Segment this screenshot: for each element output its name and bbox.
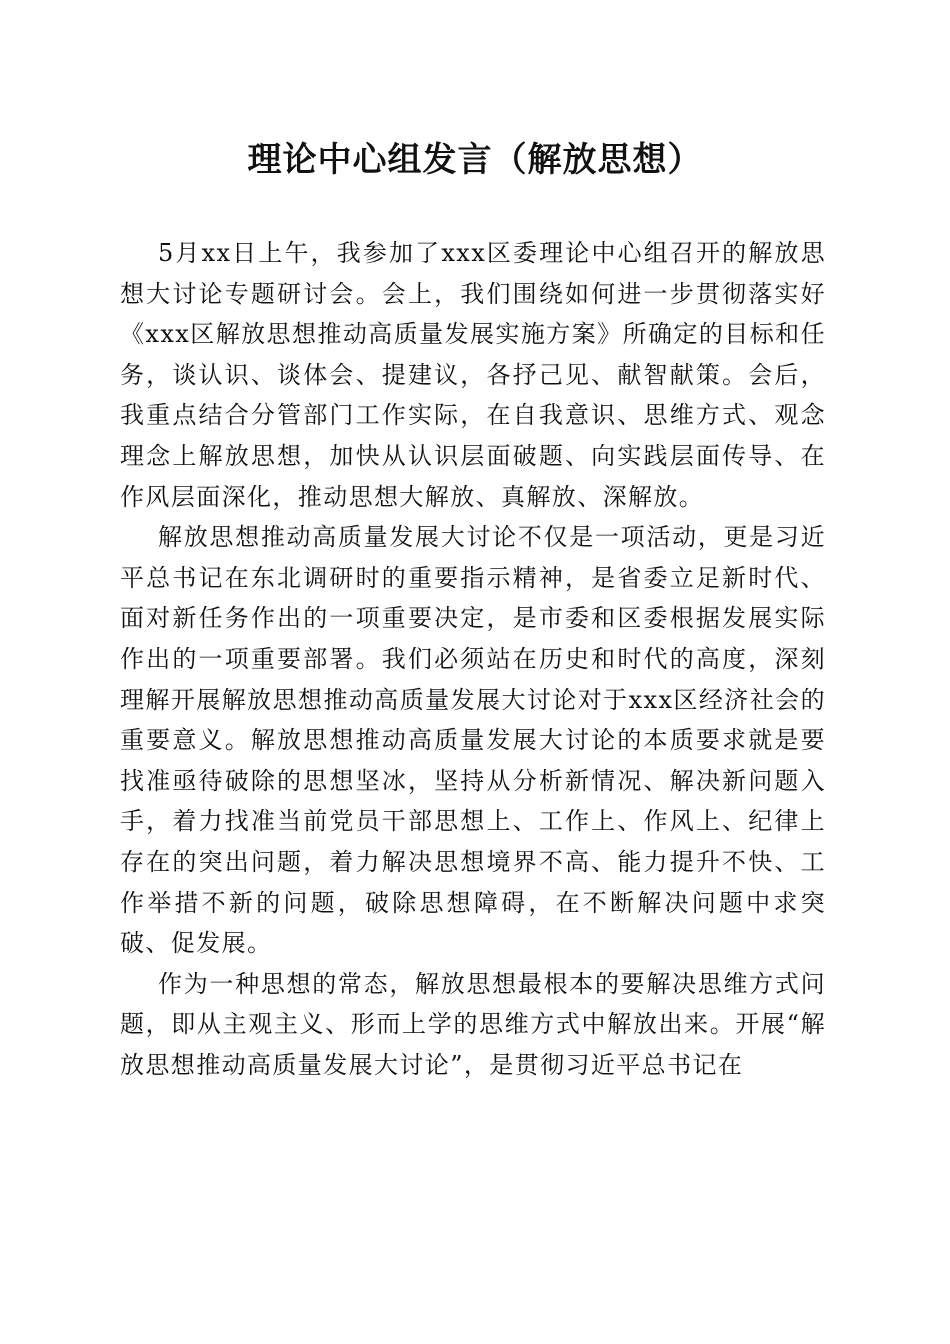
document-body xyxy=(120,233,826,1085)
paragraph-2: 解放思想推动高质量发展大讨论不仅是一项活动，更是习近平总书记在东北调研时的重要指示精神，是省委立足新时代、面对新任务作出的一项重要决定，是市委和区委根据发展实际作出的一项重要部署。我们必须站在历史和时代的高度，深刻理解开展解放思想推动高质量发展大讨论对于xxx区经济社会的重要意义。解放思想推动高质量发展大讨论的本质要求就是要找准亟待破除的思想坚冰，坚持从分析新情况、解决新问题入手，着力找准当前党员干部思想上、工作上、作风上、纪律上存在的突出问题，着力解决思想境界不高、能力提升不快、工作举措不新的问题，破除思想障碍，在不断解决问题中求突破、促发展。 xyxy=(120,523,826,958)
paragraph-1: 5月xx日上午，我参加了xxx区委理论中心组召开的解放思想大讨论专题研讨会。会上，我们围绕如何进一步贯彻落实好《xxx区解放思想推动高质量发展实施方案》所确定的目标和任务，谈认识、谈体会、提建议，各抒己见、献智献策。会后，我重点结合分管部门工作实际，在自我意识、思维方式、观念理念上解放思想，加快从认识层面破题、向实践层面传导、在作风层面深化，推动思想大解放、真解放、深解放。 xyxy=(120,239,826,511)
document-title: 理论中心组发言（解放思想） xyxy=(247,140,703,180)
paragraph-3: 作为一种思想的常态，解放思想最根本的要解决思维方式问题，即从主观主义、形而上学的思维方式中解放出来。开展“解放思想推动高质量发展大讨论”，是贯彻习近平总书记在 xyxy=(120,969,826,1079)
